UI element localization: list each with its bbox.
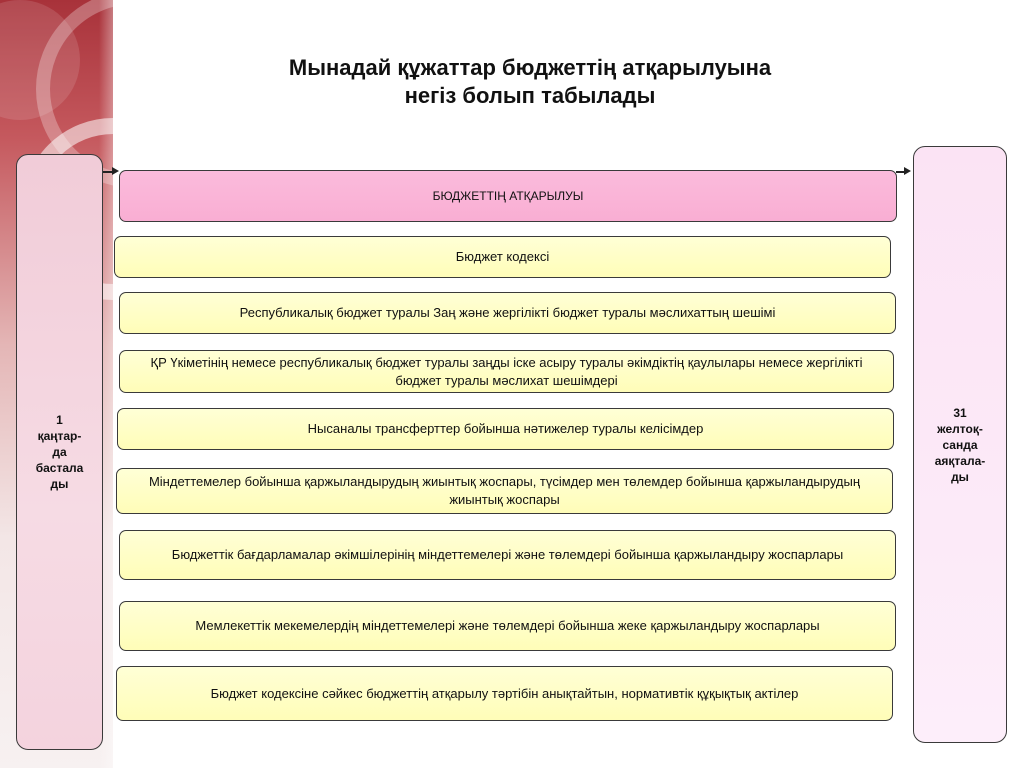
slide-title-line-2: негіз болып табылады (404, 83, 656, 108)
document-item: Бюджет кодексіне сәйкес бюджеттің атқарылу тәртібін анықтайтын, нормативтік құқықтық актілер (116, 666, 893, 721)
document-item: Бюджеттік бағдарламалар әкімшілерінің міндеттемелері және төлемдері бойынша қаржыландыру жоспарлары (119, 530, 896, 580)
right-connector-line (896, 171, 904, 173)
document-item: Міндеттемелер бойынша қаржыландырудың жиынтық жоспары, түсімдер мен төлемдер бойынша қаржыландырудың жиынтық жоспары (116, 468, 893, 514)
document-item: Бюджет кодексі (114, 236, 891, 278)
budget-execution-header: БЮДЖЕТТІҢ АТҚАРЫЛУЫ (119, 170, 897, 222)
document-item: Нысаналы трансферттер бойынша нәтижелер туралы келісімдер (117, 408, 894, 450)
document-item: ҚР Үкіметінің немесе республикалық бюджет туралы заңды іске асыру туралы әкімдіктің қаулылары немесе жергілікті бюджет туралы мәслихат шешімдері (119, 350, 894, 393)
document-item: Республикалық бюджет туралы Заң және жергілікті бюджет туралы мәслихаттың шешімі (119, 292, 896, 334)
end-date-box: 31 желтоқ- санда аяқтала- ды (913, 146, 1007, 743)
document-item: Мемлекеттік мекемелердің міндеттемелері және төлемдері бойынша жеке қаржыландыру жоспарлары (119, 601, 896, 651)
left-connector-arrowhead (112, 167, 119, 175)
slide-title (180, 54, 880, 110)
start-date-box: 1 қаңтар- да бастала ды (16, 154, 103, 750)
right-connector-arrowhead (904, 167, 911, 175)
slide-title-line-1: Мынадай құжаттар бюджеттің атқарылуына (288, 55, 772, 80)
